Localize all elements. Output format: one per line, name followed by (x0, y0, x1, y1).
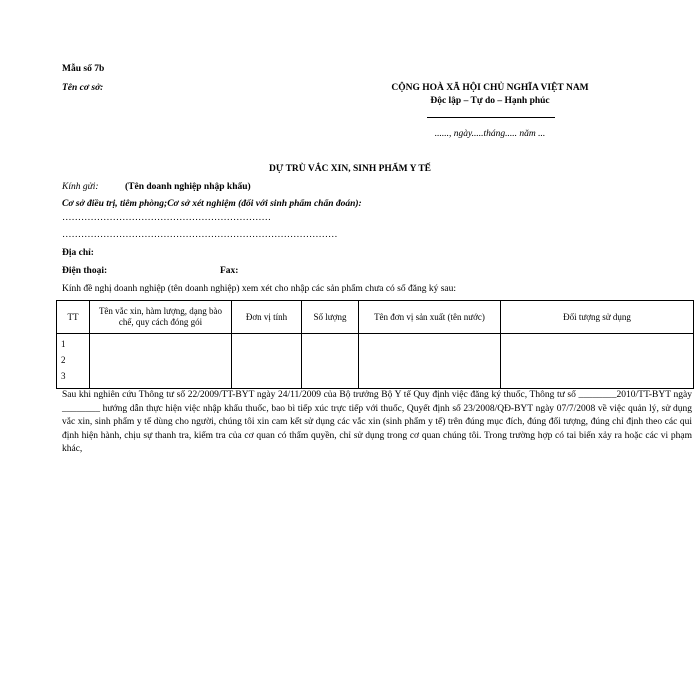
header-tt: TT (57, 301, 90, 334)
table-header-row (57, 301, 694, 334)
cell-quantity (302, 334, 359, 389)
document-title: DỰ TRÙ VẮC XIN, SINH PHẨM Y TẾ (268, 164, 432, 174)
addressee-label: Kính gửi: (62, 182, 99, 192)
dots-line-1: ………………………………………………………… (62, 213, 271, 223)
cell-vaccine-name (90, 334, 232, 389)
header-quantity: Số lượng (302, 301, 359, 334)
row-number-3: 3 (61, 371, 66, 381)
header-unit: Đơn vị tính (232, 301, 302, 334)
motto: Độc lập – Tự do – Hạnh phúc (430, 96, 550, 106)
vaccine-table (56, 300, 694, 389)
facility-label: Tên cơ sở: (62, 83, 104, 93)
request-line: Kính đề nghị doanh nghiệp (tên doanh nghiệp) xem xét cho nhập các sản phẩm chưa có số đăng ký sau: (62, 284, 457, 294)
table-row (57, 334, 694, 389)
header-manufacturer: Tên đơn vị sản xuất (tên nước) (359, 301, 501, 334)
date-line: ......, ngày.....tháng..... năm ... (434, 129, 546, 139)
header-vaccine-name: Tên vắc xin, hàm lượng, dạng bào chế, quy cách đóng gói (90, 301, 232, 334)
address-label: Địa chỉ: (62, 248, 94, 258)
fax-label: Fax: (220, 266, 239, 276)
facility-type-line: Cơ sở điều trị, tiêm phòng;Cơ sở xét nghiệm (đối với sinh phẩm chẩn đoán): (62, 199, 362, 209)
commitment-paragraph: Sau khi nghiên cứu Thông tư số 22/2009/TT-BYT ngày 24/11/2009 của Bộ trưởng Bộ Y tế Quy định việc đăng ký thuốc, Thông tư số ________2010/TT-BYT ngày ________ hướng dẫn thực hiện việc nhập khẩu thuốc, bao bì tiếp xúc trực tiếp với thuốc, Quyết định số 23/2008/QĐ-BYT ngày 07/7/2008 về việc quản lý, sử dụng vắc xin, sinh phẩm y tế dùng cho người, chúng tôi xin cam kết sử dụng các vắc xin (sinh phẩm y tế) trên đúng mục đích, đúng đối tượng, đúng chỉ định theo các qui định hiện hành, chịu sự thanh tra, kiểm tra của cơ quan có thẩm quyền, chỉ sử dụng trong cơ quan chúng tôi. Trong trường hợp có tai biến xảy ra hoặc các vi phạm khác, (62, 390, 692, 454)
motto-underline (427, 117, 555, 118)
row-number-2: 2 (61, 355, 66, 365)
row-number-1: 1 (61, 339, 66, 349)
nation-header: CỘNG HOÀ XÃ HỘI CHỦ NGHĨA VIỆT NAM (391, 83, 589, 93)
cell-target-users (501, 334, 694, 389)
row-numbers-cell (57, 334, 90, 389)
header-target-users: Đối tượng sử dụng (501, 301, 694, 334)
cell-unit (232, 334, 302, 389)
form-code: Mẫu số 7b (62, 64, 105, 74)
dots-line-2: …………………………………………………………………………… (62, 230, 338, 240)
addressee-value: (Tên doanh nghiệp nhập khẩu) (125, 182, 251, 192)
cell-manufacturer (359, 334, 501, 389)
phone-label: Điện thoại: (62, 266, 108, 276)
